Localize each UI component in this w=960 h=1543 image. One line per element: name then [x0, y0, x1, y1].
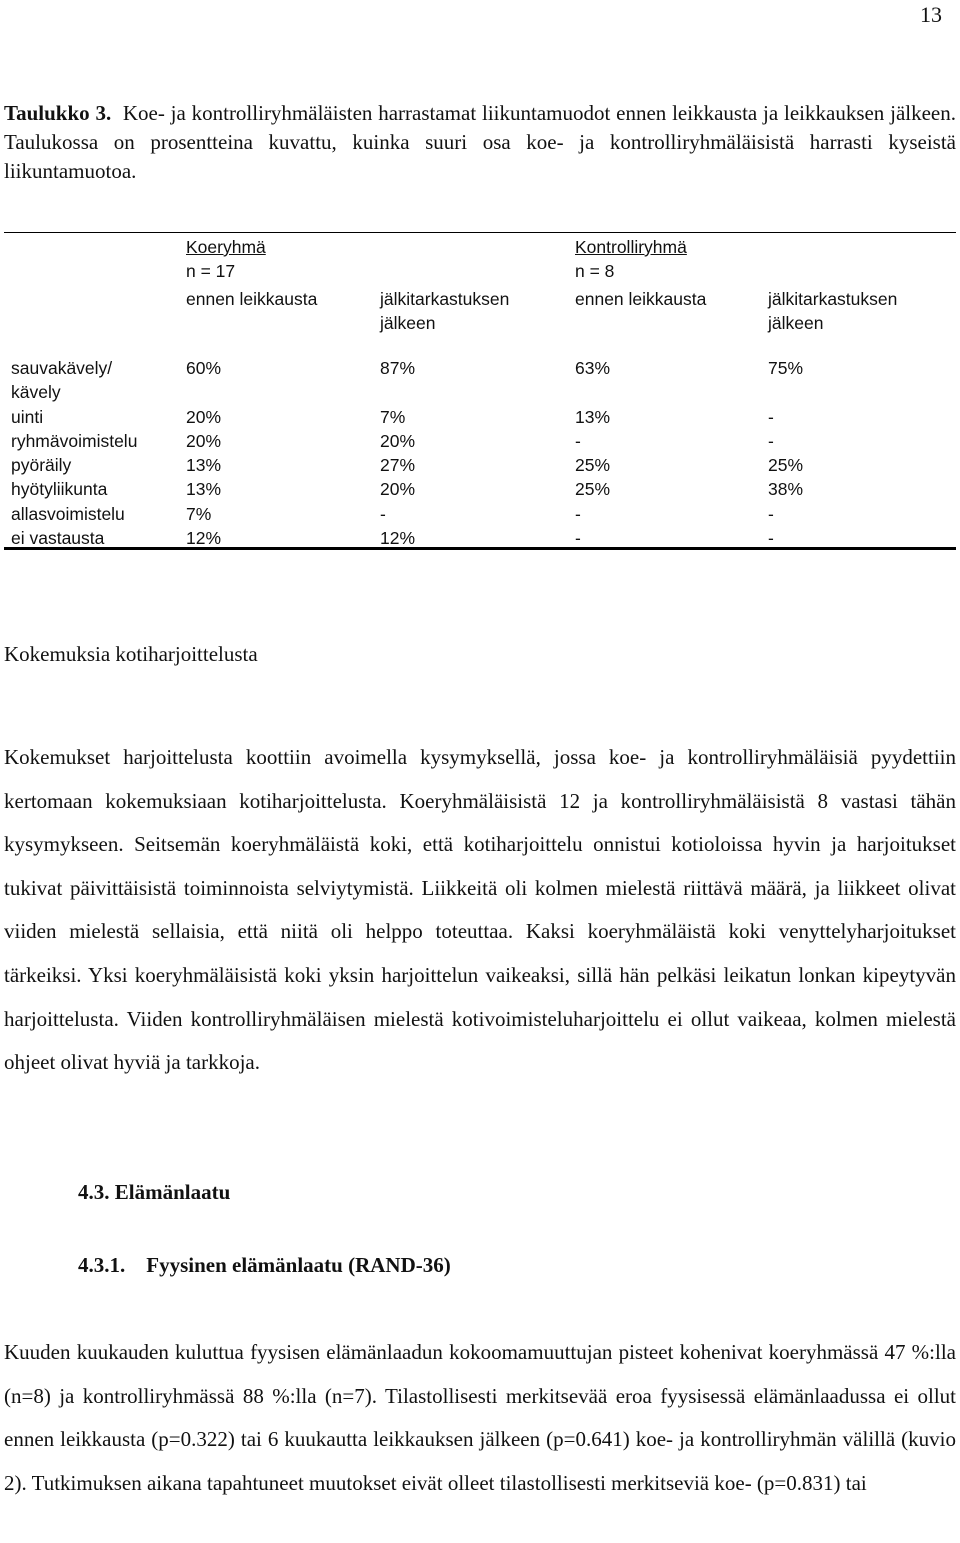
cell-c4: 38%: [768, 479, 804, 499]
table-caption: [4, 99, 956, 186]
table-top-rule: [4, 232, 956, 233]
row-label: pyöräily: [11, 455, 72, 475]
group1-name: Koeryhmä: [186, 237, 266, 257]
cell-c2: 87%: [380, 358, 416, 378]
cell-c3: -: [575, 504, 581, 524]
cell-c3: -: [575, 431, 581, 451]
cell-c3: 25%: [575, 479, 611, 499]
header-col2-line1: jälkitarkastuksen: [380, 289, 510, 309]
cell-c2: -: [380, 504, 386, 524]
cell-c3: -: [575, 528, 581, 548]
paragraph-experiences: Kokemukset harjoittelusta koottiin avoimella kysymyksellä, jossa koe- ja kontrolliryhmäläisiä pyydettiin kertomaan kokemuksiaan kotiharjoittelusta. Koeryhmäläisistä 12 ja kontrolliryhmäläisistä 8 vastasi tähän kysymykseen. Seitsemän koeryhmäläistä koki, että kotiharjoittelu onnistui kotioloissa hyvin ja harjoitukset tukivat päivittäisistä toiminnoista selviytymistä. Liikkeitä oli kolmen mielestä riittävä määrä, ja liikkeet olivat viiden mielestä sellaisia, että niitä oli helppo toteuttaa. Kaksi koeryhmäläistä koki venyttelyharjoitukset tärkeiksi. Yksi koeryhmäläisistä koki yksin harjoittelun vaikeaksi, sillä hän pelkäsi leikatun lonkan kipeytyvän harjoittelusta. Viiden kontrolliryhmäläisen mielestä kotivoimisteluharjoittelu ei ollut vaikeaa, kolmen mielestä ohjeet olivat hyviä ja tarkkoja.: [4, 745, 956, 1075]
row-label: uinti: [11, 407, 44, 427]
cell-c1: 13%: [186, 479, 222, 499]
paragraph-physical-quality: Kuuden kuukauden kuluttua fyysisen elämänlaadun kokoomamuuttujan pisteet kohenivat koeryhmässä 47 %:lla (n=8) ja kontrolliryhmässä 88 %:lla (n=7). Tilastollisesti merkitsevää eroa fyysisessä elämänlaadussa ei ollut ennen leikkausta (p=0.322) tai 6 kuukautta leikkauksen jälkeen (p=0.641) koe- ja kontrolliryhmän välillä (kuvio 2). Tutkimuksen aikana tapahtuneet muutokset eivät olleet tilastollisesti merkitseviä koe- (p=0.831) tai: [4, 1340, 956, 1495]
cell-c4: -: [768, 504, 774, 524]
cell-c1: 12%: [186, 528, 222, 548]
group1-n: n = 17: [186, 261, 236, 281]
cell-c4: -: [768, 407, 774, 427]
header-col2-line2: jälkeen: [380, 313, 436, 333]
cell-c1: 20%: [186, 431, 222, 451]
row-label: ryhmävoimistelu: [11, 431, 138, 451]
table-bottom-rule: [4, 547, 956, 550]
cell-c1: 7%: [186, 504, 212, 524]
section-heading-4-3-1: 4.3.1. Fyysinen elämänlaatu (RAND-36): [78, 1253, 451, 1277]
row-label: sauvakävely/: [11, 358, 113, 378]
cell-c3: 13%: [575, 407, 611, 427]
header-col4-line1: jälkitarkastuksen: [768, 289, 898, 309]
header-col3: ennen leikkausta: [575, 289, 707, 309]
cell-c2: 20%: [380, 431, 416, 451]
cell-c2: 12%: [380, 528, 416, 548]
cell-c3: 63%: [575, 358, 611, 378]
row-label: allasvoimistelu: [11, 504, 125, 524]
cell-c4: -: [768, 431, 774, 451]
cell-c4: -: [768, 528, 774, 548]
row-label-cont: kävely: [11, 382, 61, 402]
group2-name: Kontrolliryhmä: [575, 237, 687, 257]
section-heading-4-3: 4.3. Elämänlaatu: [78, 1180, 231, 1204]
cell-c2: 7%: [380, 407, 406, 427]
row-label: ei vastausta: [11, 528, 105, 548]
cell-c1: 13%: [186, 455, 222, 475]
cell-c4: 25%: [768, 455, 804, 475]
cell-c1: 20%: [186, 407, 222, 427]
cell-c3: 25%: [575, 455, 611, 475]
cell-c1: 60%: [186, 358, 222, 378]
row-label: hyötyliikunta: [11, 479, 108, 499]
cell-c2: 27%: [380, 455, 416, 475]
table-caption-text: Koe- ja kontrolliryhmäläisten harrastamat liikuntamuodot ennen leikkausta ja leikkauksen jälkeen. Taulukossa on prosentteina kuvattu, kuinka suuri osa koe- ja kontrolliryhmäläisistä harrasti kyseistä liikuntamuotoa.: [4, 101, 957, 183]
group2-n: n = 8: [575, 261, 615, 281]
cell-c4: 75%: [768, 358, 804, 378]
header-col1: ennen leikkausta: [186, 289, 318, 309]
table-caption-label: Taulukko 3.: [4, 101, 112, 125]
subheading-experiences: Kokemuksia kotiharjoittelusta: [4, 642, 258, 666]
page-number: 13: [920, 2, 942, 27]
header-col4-line2: jälkeen: [768, 313, 824, 333]
cell-c2: 20%: [380, 479, 416, 499]
